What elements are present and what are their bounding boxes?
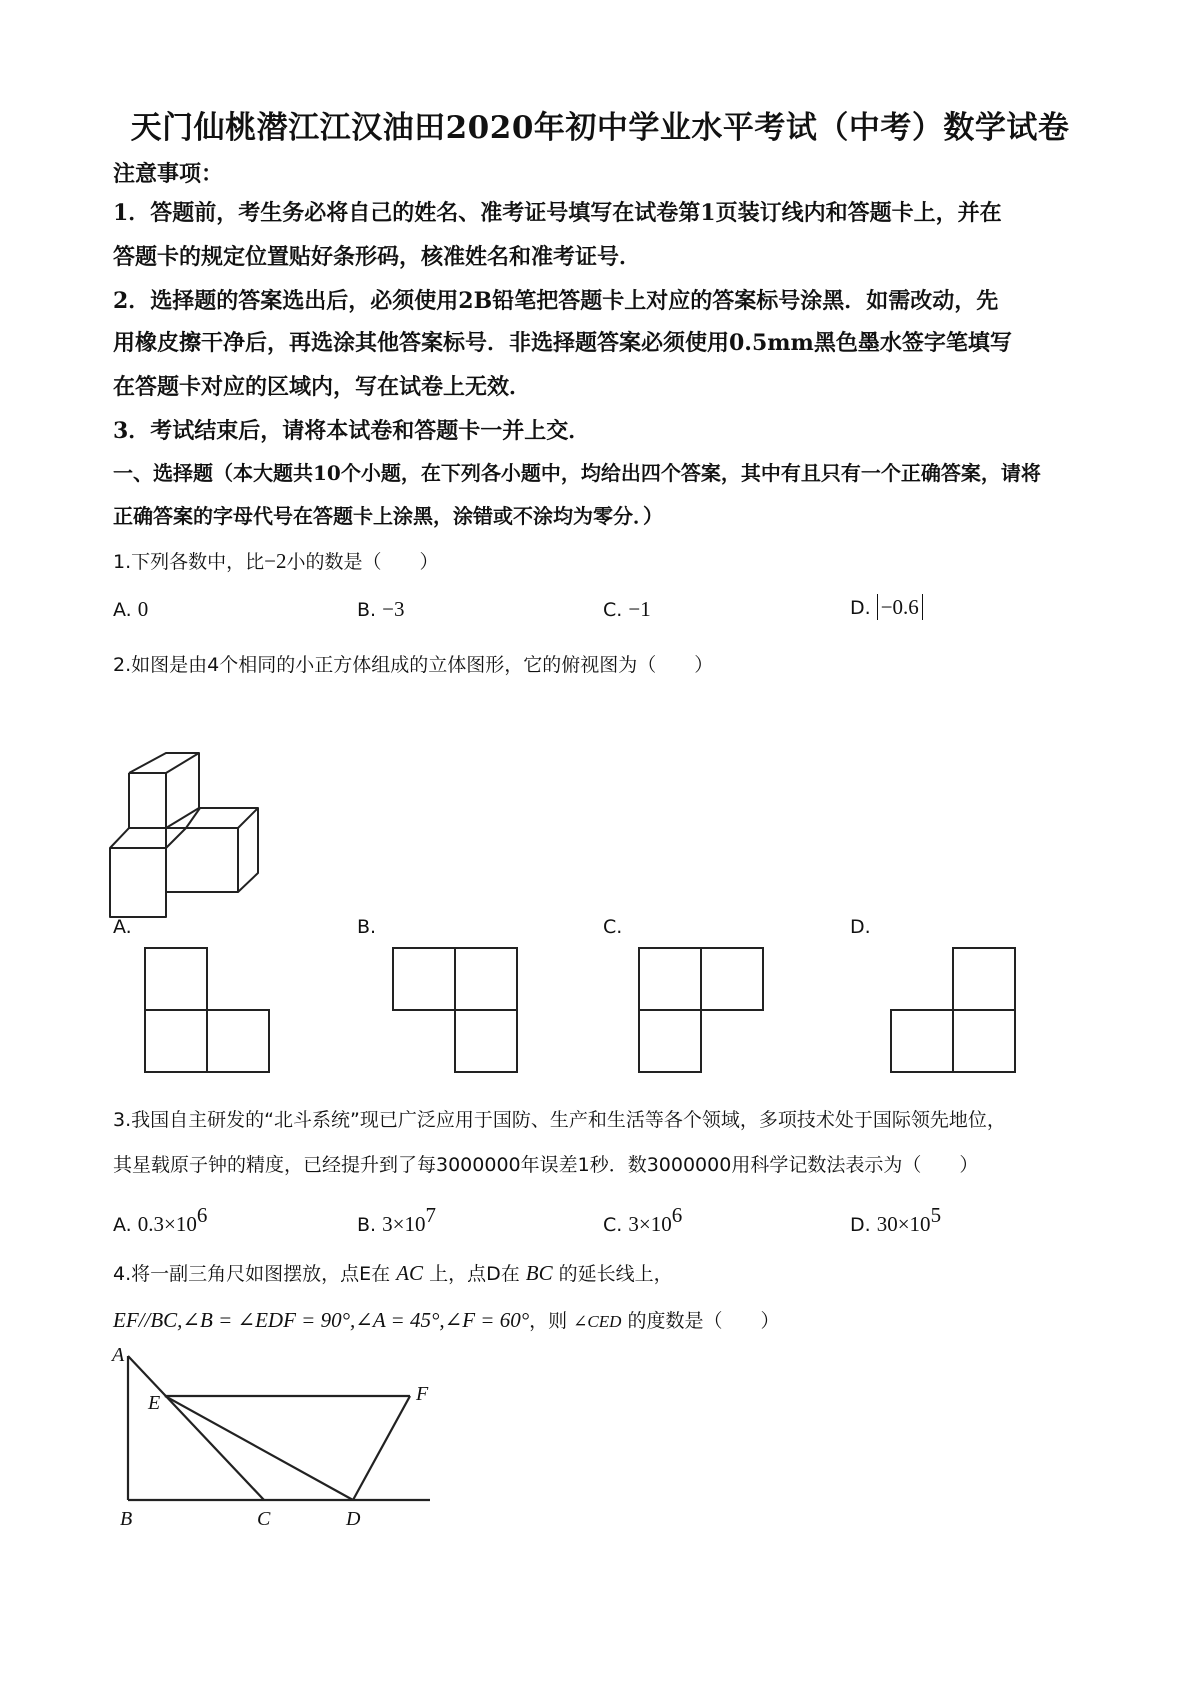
segment-label: AC (396, 1261, 424, 1285)
point-label-b: B (120, 1508, 133, 1530)
notice-line: 3．考试结束后，请将本试卷和答题卡一并上交． (113, 418, 591, 444)
q2-option-b-figure (391, 946, 521, 1076)
segment-label: BC (525, 1261, 553, 1285)
section-heading: 一、选择题（本大题共10个小题，在下列各小题中，均给出四个答案，其中有且只有一个正确答案，请将 (113, 461, 1041, 485)
option-value: 3×10 (382, 1212, 426, 1236)
question-text: 1.下列各数中，比 (113, 551, 265, 573)
q2-option-a-figure (143, 946, 273, 1076)
option-value: −3 (382, 597, 405, 621)
option-label: D. (850, 597, 871, 619)
q2-option-d-figure (889, 946, 1019, 1076)
option-label: C. (603, 1214, 623, 1236)
question-text: 小的数是（ ） (286, 551, 439, 573)
option-label: B. (357, 1214, 377, 1236)
option-value: −0.6 (877, 594, 923, 620)
q3-option-c (603, 1203, 682, 1237)
question-text: 的延长线上， (558, 1263, 673, 1285)
angle-label: ∠CED (573, 1312, 622, 1331)
question-text: 的度数是（ ） (627, 1310, 780, 1332)
option-value: −1 (628, 597, 651, 621)
section-heading: 正确答案的字母代号在答题卡上涂黑，涂错或不涂均为零分．） (113, 504, 663, 528)
q3-option-d (850, 1203, 941, 1237)
notice-line: 2．选择题的答案选出后，必须使用2B铅笔把答题卡上对应的答案标号涂黑．如需改动，先 (113, 288, 999, 314)
q2-option-d-label: D. (850, 916, 871, 938)
option-value: 30×10 (876, 1212, 931, 1236)
option-value: 3×10 (628, 1212, 672, 1236)
page-title: 天门仙桃潜江江汉油田2020年初中学业水平考试（中考）数学试卷 (130, 110, 1070, 146)
q3-option-a (113, 1203, 207, 1237)
q1-option-d (850, 594, 923, 620)
option-exponent: 7 (425, 1203, 436, 1227)
question-2-stem: 2.如图是由4个相同的小正方体组成的立体图形，它的俯视图为（ ） (113, 654, 714, 676)
notice-line: 用橡皮擦干净后，再选涂其他答案标号．非选择题答案必须使用0.5mm黑色墨水签字笔填写 (113, 330, 1012, 356)
option-value: 0.3×10 (137, 1212, 197, 1236)
option-label: D. (850, 1214, 871, 1236)
option-label: A. (113, 1214, 132, 1236)
point-label-e: E (148, 1392, 161, 1414)
point-label-a: A (112, 1345, 125, 1366)
math-number: −2 (264, 549, 287, 573)
q2-option-c-figure (637, 946, 767, 1076)
point-label-f: F (416, 1383, 429, 1405)
question-4-condition (113, 1306, 779, 1333)
condition-formula: EF//BC,∠B = ∠EDF = 90°,∠A = 45°,∠F = 60° (113, 1308, 530, 1332)
question-4-line (113, 1259, 673, 1286)
option-value: 0 (137, 597, 149, 621)
option-label: B. (357, 599, 377, 621)
option-exponent: 6 (671, 1203, 683, 1227)
question-3-line: 3.我国自主研发的“北斗系统”现已广泛应用于国防、生产和生活等各个领域，多项技术处于国际领先地位， (113, 1109, 1006, 1131)
notice-line: 在答题卡对应的区域内，写在试卷上无效． (113, 374, 532, 400)
question-1-stem (113, 547, 439, 574)
point-label-d: D (346, 1508, 361, 1530)
notice-heading: 注意事项： (113, 161, 224, 187)
point-label-c: C (257, 1508, 271, 1530)
q2-option-a-label: A. (113, 916, 132, 938)
question-text: 4.将一副三角尺如图摆放，点E在 (113, 1263, 391, 1285)
option-label: C. (603, 599, 623, 621)
q1-option-a (113, 597, 148, 622)
triangle-figure (100, 1345, 440, 1535)
option-exponent: 5 (930, 1203, 942, 1227)
q1-option-c (603, 597, 651, 622)
option-label: A. (113, 599, 132, 621)
option-exponent: 6 (196, 1203, 208, 1227)
q2-option-c-label: C. (603, 916, 623, 938)
q3-option-b (357, 1203, 436, 1237)
question-3-line: 其星载原子钟的精度，已经提升到了每3000000年误差1秒．数3000000用科学记数法表示为（ ） (113, 1154, 979, 1176)
notice-line: 1．答题前，考生务必将自己的姓名、准考证号填写在试卷第1页装订线内和答题卡上，并在 (113, 200, 1002, 226)
cube-stack-figure (108, 752, 283, 927)
question-text: ，则 (529, 1310, 568, 1332)
question-text: 上，点D在 (429, 1263, 520, 1285)
q1-option-b (357, 597, 404, 622)
notice-line: 答题卡的规定位置贴好条形码，核准姓名和准考证号． (113, 244, 642, 270)
q2-option-b-label: B. (357, 916, 377, 938)
